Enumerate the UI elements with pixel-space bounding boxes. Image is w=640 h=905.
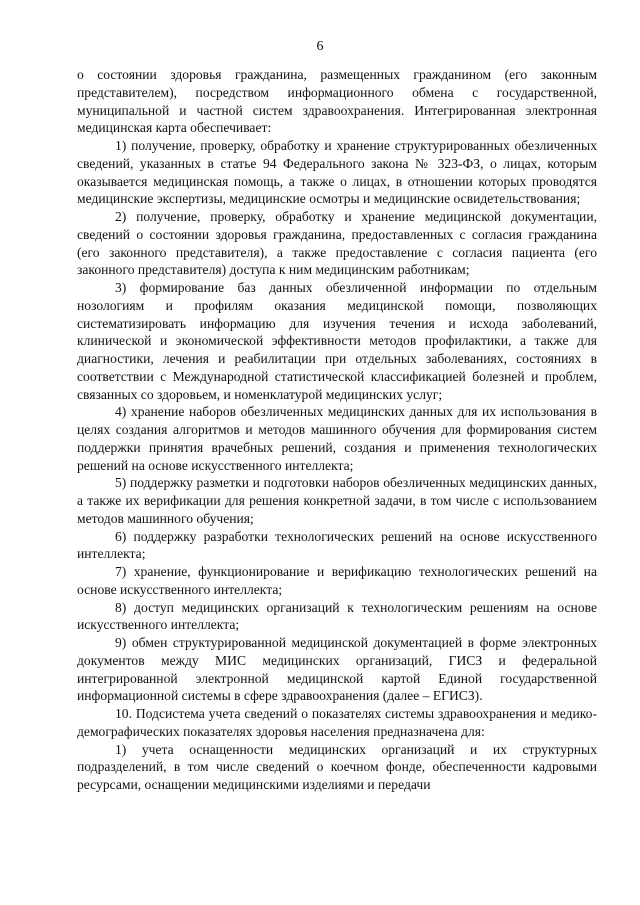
- section-10-paragraph: 10. Подсистема учета сведений о показателях системы здравоохранения и медико-демографических показателях здоровья населения предназначена для:: [77, 706, 597, 739]
- document-body: [77, 66, 597, 794]
- list-item-6: 6) поддержку разработки технологических решений на основе искусственного интеллекта;: [77, 528, 597, 562]
- list-item-2: 2) получение, проверку, обработку и хранение медицинской документации, сведений о состоянии здоровья гражданина, предоставленных с согласия гражданина (его законного представителя), а также предоставление с согласия пациента (его законного представителя) доступа к ним медицинским работникам;: [77, 209, 597, 278]
- list-item-3: 3) формирование баз данных обезличенной информации по отдельным нозологиям и профилям оказания медицинской помощи, позволяющих систематизировать информацию для изучения течения и исхода заболеваний, клинической и экономической эффективности методов профилактики, а также для диагностики, лечения и реабилитации при отдельных заболеваниях, состояниях в соответствии с Международной статистической классификацией болезней и проблем, связанных со здоровьем, и номенклатурой медицинских услуг;: [77, 280, 597, 402]
- list-item-7: 7) хранение, функционирование и верификацию технологических решений на основе искусственного интеллекта;: [77, 564, 597, 597]
- list-item-5: 5) поддержку разметки и подготовки наборов обезличенных медицинских данных, а также их верификации для решения конкретной задачи, в том числе с использованием методов машинного обучения;: [77, 475, 597, 526]
- paragraph-continuation: о состоянии здоровья гражданина, размещенных гражданином (его законным представителем), посредством информационного обмена с государственной, муниципальной и частной систем здравоохранения. Интегрированная электронная медицинская карта обеспечивает:: [77, 67, 597, 136]
- list-item-9: 9) обмен структурированной медицинской документацией в форме электронных документов между МИС медицинских организаций, ГИСЗ и федеральной интегрированной электронной медицинской картой Единой государственной информационной системы в сфере здравоохранения (далее – ЕГИСЗ).: [77, 635, 597, 704]
- section-10-list-item-1: 1) учета оснащенности медицинских организаций и их структурных подразделений, в том числе сведений о коечном фонде, обеспеченности кадровыми ресурсами, оснащении медицинскими изделиями и передачи: [77, 741, 597, 792]
- list-item-1: 1) получение, проверку, обработку и хранение структурированных обезличенных сведений, указанных в статье 94 Федерального закона № 323-ФЗ, о лицах, которым оказывается медицинская помощь, а также о лицах, в отношении которых проводятся медицинские экспертизы, медицинские осмотры и медицинские освидетельствования;: [77, 138, 597, 207]
- list-item-8: 8) доступ медицинских организаций к технологическим решениям на основе искусственного интеллекта;: [77, 599, 597, 633]
- page-number: 6: [316, 39, 324, 54]
- list-item-4: 4) хранение наборов обезличенных медицинских данных для их использования в целях создания алгоритмов и методов машинного обучения для формирования систем поддержки принятия врачебных решений, создания и применения технологических решений на основе искусственного интеллекта;: [77, 404, 597, 473]
